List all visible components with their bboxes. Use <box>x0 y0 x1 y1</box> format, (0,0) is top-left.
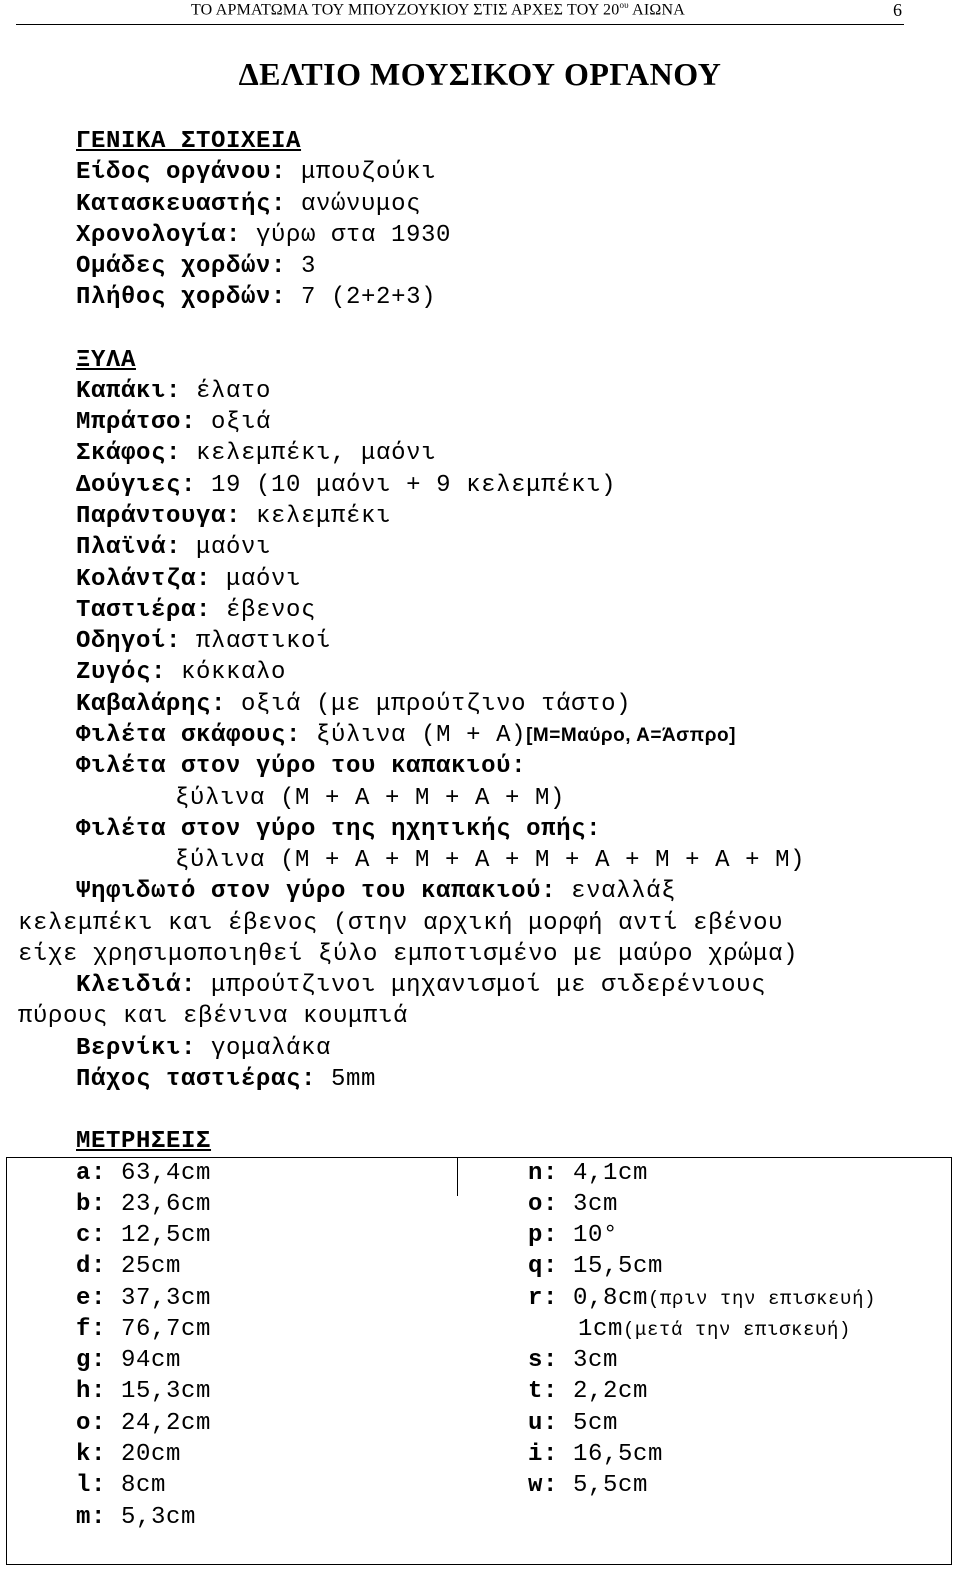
measurement-note: (πριν την επισκευή) <box>648 1288 877 1310</box>
measurement-row: t: 2,2cm <box>528 1378 649 1405</box>
measurement-row: a: 63,4cm <box>76 1160 212 1187</box>
field-value-fileta-kapaki: ξύλινα (Μ + Α + Μ + Α + Μ) <box>175 785 566 812</box>
field-label-fileta-opi: Φιλέτα στον γύρο της ηχητικής οπής: <box>76 816 602 843</box>
measurement-row: b: 23,6cm <box>76 1191 212 1218</box>
field-row: Είδος οργάνου: μπουζούκι <box>76 159 437 186</box>
field-row: Καβαλάρης: οξιά (με μπρούτζινο τάστο) <box>76 691 632 718</box>
page-number: 6 <box>893 0 902 20</box>
field-row: Κολάντζα: μαόνι <box>76 566 302 593</box>
measurement-row: e: 37,3cm <box>76 1285 212 1312</box>
field-row-psifidoto: Ψηφιδωτό στον γύρο του καπακιού: εναλλάξ <box>76 878 677 905</box>
measurement-row: k: 20cm <box>76 1441 182 1468</box>
section-heading-measurements: ΜΕΤΡΗΣΕΙΣ <box>76 1128 212 1155</box>
continuation-line: κελεμπέκι και έβενος (στην αρχική μορφή αντί εβένου <box>18 910 784 937</box>
measurement-row: o: 24,2cm <box>76 1410 212 1437</box>
field-row: Παράντουγα: κελεμπέκι <box>76 503 392 530</box>
measurement-row: f: 76,7cm <box>76 1316 212 1343</box>
field-label-fileta-kapaki: Φιλέτα στον γύρο του καπακιού: <box>76 753 527 780</box>
continuation-line: είχε χρησιμοποιηθεί ξύλο εμποτισμένο με μαύρο χρώμα) <box>18 941 799 968</box>
field-row: Πλαϊνά: μαόνι <box>76 534 272 561</box>
document-title: ΔΕΛΤΙΟ ΜΟΥΣΙΚΟΥ ΟΡΓΑΝΟΥ <box>238 56 722 92</box>
field-row: Σκάφος: κελεμπέκι, μαόνι <box>76 440 437 467</box>
measurement-row: c: 12,5cm <box>76 1222 212 1249</box>
measurement-row: i: 16,5cm <box>528 1441 664 1468</box>
field-row: Ομάδες χορδών: 3 <box>76 253 317 280</box>
field-row-kleidia: Κλειδιά: μπρούτζινοι μηχανισμοί με σιδερένιους <box>76 972 767 999</box>
field-row: Πλήθος χορδών: 7 (2+2+3) <box>76 284 437 311</box>
measurement-row: l: 8cm <box>76 1472 167 1499</box>
measurement-row: o: 3cm <box>528 1191 619 1218</box>
field-row: Δούγιες: 19 (10 μαόνι + 9 κελεμπέκι) <box>76 472 617 499</box>
field-value-fileta-opi: ξύλινα (Μ + Α + Μ + Α + Μ + Α + Μ + Α + Μ) <box>175 847 806 874</box>
measurement-row: u: 5cm <box>528 1410 619 1437</box>
measurement-row: p: 10° <box>528 1222 619 1249</box>
field-row-verniki: Βερνίκι: γομαλάκα <box>76 1035 332 1062</box>
section-heading-general: ΓΕΝΙΚΑ ΣΤΟΙΧΕΙΑ <box>76 128 302 155</box>
measurement-row: r: 0,8cm(πριν την επισκευή) <box>528 1285 877 1312</box>
measurement-row: n: 4,1cm <box>528 1160 649 1187</box>
running-header <box>16 0 904 25</box>
field-row: Χρονολογία: γύρω στα 1930 <box>76 222 452 249</box>
section-heading-woods: ΞΥΛΑ <box>76 347 137 374</box>
legend-note: [Μ=Μαύρο, Α=Άσπρο] <box>526 725 736 746</box>
column-divider <box>457 1158 458 1196</box>
field-row: Καπάκι: έλατο <box>76 378 272 405</box>
field-row-pachos: Πάχος ταστιέρας: 5mm <box>76 1066 377 1093</box>
field-row: Μπράτσο: οξιά <box>76 409 272 436</box>
measurement-row: q: 15,5cm <box>528 1253 664 1280</box>
field-row: Ταστιέρα: έβενος <box>76 597 317 624</box>
continuation-line: πύρους και εβένινα κουμπιά <box>18 1003 409 1030</box>
field-row: Οδηγοί: πλαστικοί <box>76 628 332 655</box>
measurement-row: 1cm(μετά την επισκευή) <box>578 1316 852 1343</box>
field-row-fileta-skafous: Φιλέτα σκάφους: ξύλινα (Μ + Α)[Μ=Μαύρο, Α=Άσπρο] <box>76 722 736 749</box>
measurement-row: w: 5,5cm <box>528 1472 649 1499</box>
running-title: ΤΟ ΑΡΜΑΤΩΜΑ ΤΟΥ ΜΠΟΥΖΟΥΚΙΟΥ ΣΤΙΣ ΑΡΧΕΣ ΤΟΥ $20^{o\upsilon}$ ΑΙΩΝΑ <box>191 0 686 19</box>
measurement-row: s: 3cm <box>528 1347 619 1374</box>
field-row: Ζυγός: κόκκαλο <box>76 659 287 686</box>
measurement-note: (μετά την επισκευή) <box>623 1319 852 1341</box>
superscript-ordinal: ου <box>619 0 629 10</box>
measurement-row: h: 15,3cm <box>76 1378 212 1405</box>
measurement-row: d: 25cm <box>76 1253 182 1280</box>
field-row: Κατασκευαστής: ανώνυμος <box>76 191 422 218</box>
measurement-row: m: 5,3cm <box>76 1504 197 1531</box>
measurement-row: g: 94cm <box>76 1347 182 1374</box>
